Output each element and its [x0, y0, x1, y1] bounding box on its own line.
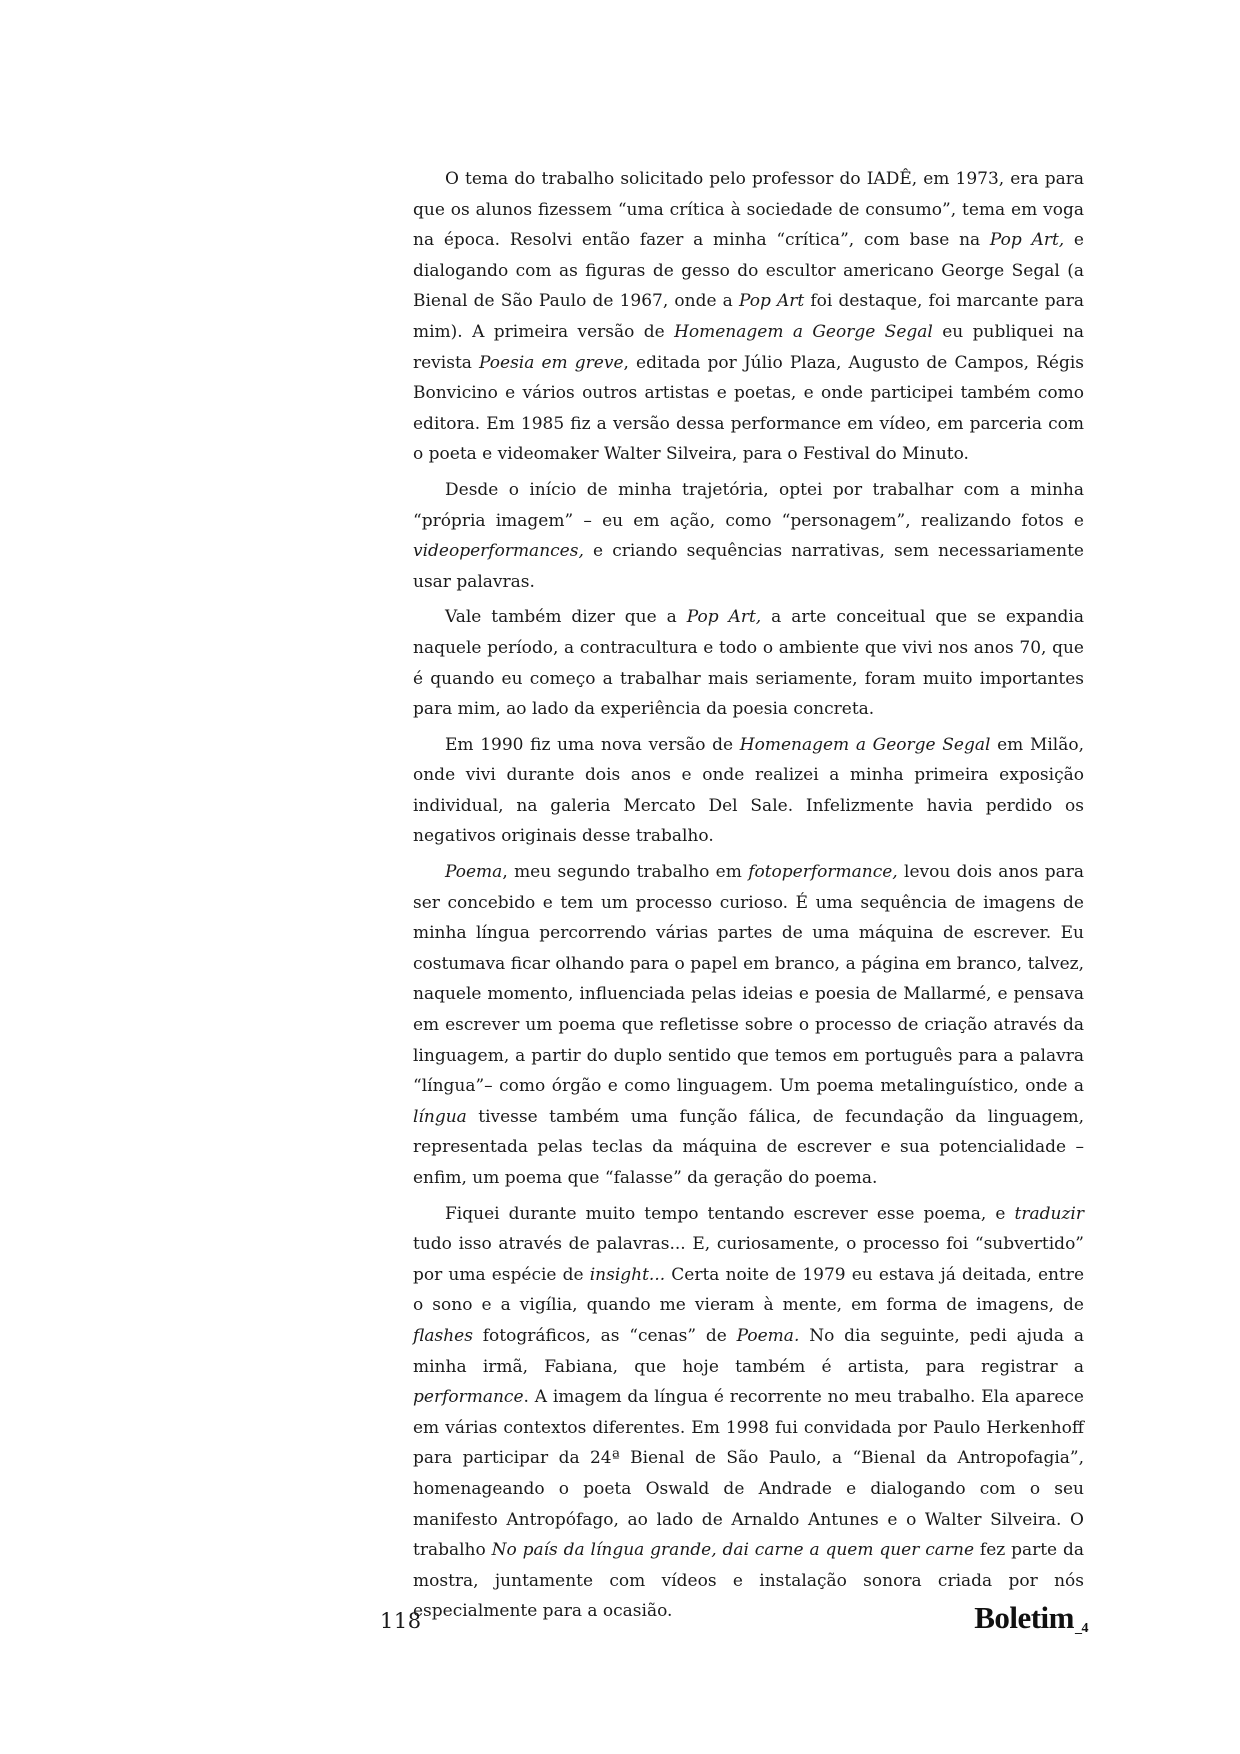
body-text	[413, 164, 1084, 1632]
text-run: Fiquei durante muito tempo tentando escrever esse poema, e	[445, 1203, 1015, 1224]
italic-run: performance	[413, 1387, 524, 1408]
journal-name: Boletim	[974, 1600, 1074, 1635]
italic-run: Poesia em greve	[479, 352, 624, 373]
italic-run: língua	[413, 1106, 467, 1127]
italic-run: No país da língua grande, dai carne a quem quer carne	[491, 1540, 975, 1561]
text-run: fez parte da mostra, juntamente com vídeos e instalação sonora criada por nós especialmente para a ocasião.	[413, 1540, 1084, 1622]
text-run: No dia seguinte, pedi ajuda a minha irmã, Fabiana, que hoje também é artista, para registrar a	[413, 1325, 1084, 1377]
text-run: fotográficos, as “cenas” de	[472, 1325, 737, 1346]
text-run: levou dois anos para ser concebido e tem um processo curioso. É uma sequência de imagens de minha língua percorrendo várias partes de uma máquina de escrever. Eu costumava ficar olhando para o papel em branco, a página em branco, talvez, naquele momento, influenciada pelas ideias e poesia de Mallarmé, e pensava em escrever um poema que refletisse sobre o processo de criação através da linguagem, a partir do duplo sentido que temos em português para a palavra “língua”– como órgão e como linguagem. Um poema metalinguístico, onde a	[413, 862, 1084, 1097]
paragraph	[413, 857, 1084, 1194]
italic-run: Poema.	[736, 1325, 800, 1346]
italic-run: Pop Art	[738, 291, 805, 312]
page-number: 118	[380, 1609, 422, 1633]
journal-title	[974, 1600, 1088, 1637]
text-run: , editada por Júlio Plaza, Augusto de Campos, Régis Bonvicino e vários outros artistas e poetas, e onde participei também como editora. Em 1985 fiz a versão dessa performance em vídeo, em parceria com o poeta e videomaker Walter Silveira, para o Festival do Minuto.	[413, 352, 1084, 465]
paragraph	[413, 602, 1084, 724]
text-run: tivesse também uma função fálica, de fecundação da linguagem, representada pelas teclas da máquina de escrever e sua potencialidade – enfim, um poema que “falasse” da geração do poema.	[413, 1106, 1084, 1188]
journal-issue: _4	[1075, 1621, 1088, 1636]
text-run: . A imagem da língua é recorrente no meu trabalho. Ela aparece em várias contextos diferentes. Em 1998 fui convidada por Paulo Herkenhoff para participar da 24ª Bienal de São Paulo, a “Bienal da Antropofagia”, homenageando o poeta Oswald de Andrade e dialogando com o seu manifesto Antropófago, ao lado de Arnaldo Antunes e o Walter Silveira. O trabalho	[413, 1387, 1084, 1561]
text-run: Em 1990 fiz uma nova versão de	[445, 734, 740, 755]
text-run: Vale também dizer que a	[445, 607, 687, 628]
italic-run: Pop Art,	[686, 607, 762, 628]
italic-run: videoperformances,	[413, 541, 584, 562]
italic-run: Pop Art,	[989, 230, 1065, 251]
text-run: em Milão, onde vivi durante dois anos e onde realizei a minha primeira exposição individual, na galeria Mercato Del Sale. Infelizmente havia perdido os negativos originais desse trabalho.	[413, 734, 1085, 847]
text-run: Certa noite de 1979 eu estava já deitada, entre o sono e a vigília, quando me vieram à mente, em forma de imagens, de	[413, 1264, 1084, 1316]
text-run: eu publiquei na revista	[413, 321, 1084, 373]
paragraph	[413, 1199, 1084, 1627]
italic-run: fotoperformance,	[748, 862, 898, 883]
italic-run: traduzir	[1014, 1203, 1084, 1224]
text-run: Desde o início de minha trajetória, optei por trabalhar com a minha “própria imagem” – eu em ação, como “personagem”, realizando fotos e	[413, 479, 1084, 531]
text-run: O tema do trabalho solicitado pelo professor do IADÊ, em 1973, era para que os alunos fizessem “uma crítica à sociedade de consumo”, tema em voga na época. Resolvi então fazer a minha “crítica”, com base na	[413, 169, 1084, 251]
text-run: , meu segundo trabalho em	[502, 862, 749, 883]
text-run: foi destaque, foi marcante para mim). A primeira versão de	[413, 291, 1084, 342]
paragraph	[413, 730, 1084, 852]
italic-run: Poema	[445, 862, 503, 883]
paragraph	[413, 475, 1084, 597]
italic-run: flashes	[413, 1325, 473, 1346]
italic-run: Homenagem a George Segal	[674, 321, 933, 342]
italic-run: insight...	[589, 1264, 666, 1285]
italic-run: Homenagem a George Segal	[739, 734, 991, 755]
text-run: a arte conceitual que se expandia naquele período, a contracultura e todo o ambiente que vivi nos anos 70, que é quando eu começo a trabalhar mais seriamente, foram muito importantes para mim, ao lado da experiência da poesia concreta.	[413, 607, 1084, 720]
text-run: e criando sequências narrativas, sem necessariamente usar palavras.	[413, 541, 1084, 592]
paragraph	[413, 164, 1084, 470]
text-run: tudo isso através de palavras... E, curiosamente, o processo foi “subvertido” por uma espécie de	[413, 1234, 1084, 1285]
text-run: e dialogando com as figuras de gesso do escultor americano George Segal (a Bienal de São Paulo de 1967, onde a	[413, 230, 1084, 312]
